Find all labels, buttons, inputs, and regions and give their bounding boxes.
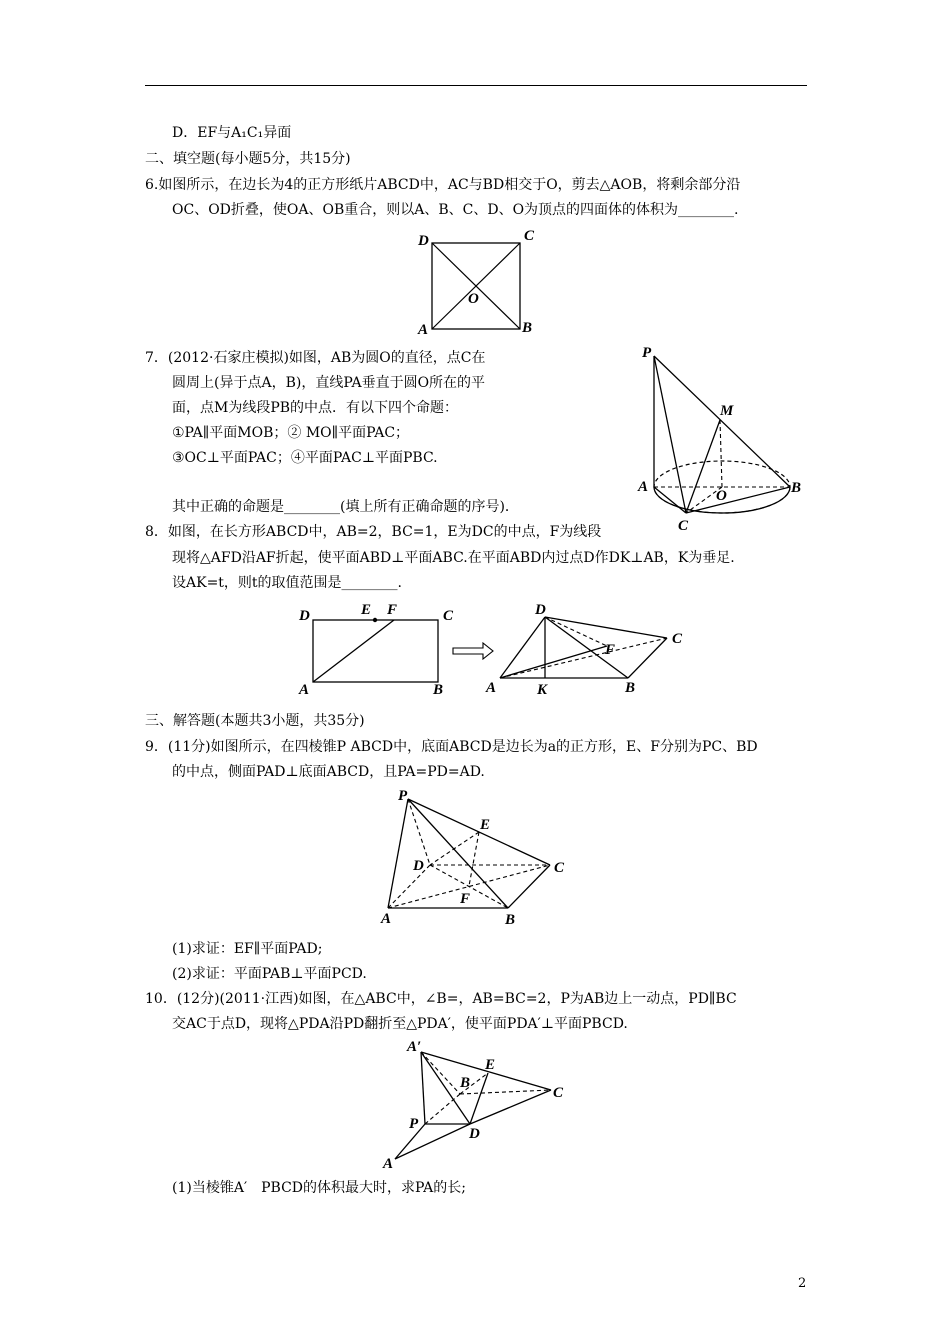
figure-square-abcd — [410, 225, 540, 340]
q8-line2: 现将△AFD沿AF折起，使平面ABD⊥平面ABC.在平面ABD内过点D作DK⊥AB，K为垂足. — [172, 550, 735, 566]
section-answers: 三、解答题(本题共3小题，共35分) — [145, 713, 365, 729]
fig8-label-c2: C — [672, 631, 683, 647]
fig10-label-a: A — [383, 1156, 394, 1172]
fig7-label-m: M — [720, 403, 734, 419]
fig6-label-d: D — [418, 233, 429, 249]
figure-circle-pab — [630, 340, 810, 535]
fig9-label-p: P — [398, 788, 408, 804]
fig8-label-k: K — [537, 682, 548, 698]
fig8-label-d: D — [299, 608, 310, 624]
fig9-label-e: E — [480, 817, 491, 833]
q7-line4: ①PA∥平面MOB；② MO∥平面PAC； — [172, 425, 410, 441]
fig9-label-b: B — [505, 912, 516, 928]
fig7-label-p: P — [642, 345, 652, 361]
q8-line3: 设AK=t，则t的取值范围是________. — [172, 575, 403, 591]
fig10-label-e: E — [485, 1057, 496, 1073]
fig10-label-d: D — [469, 1126, 480, 1142]
figure-pyramid-pabcd — [378, 785, 578, 935]
q7-line2: 圆周上(异于点A，B)，直线PA垂直于圆O所在的平 — [172, 375, 486, 391]
fig9-label-d: D — [413, 858, 424, 874]
fig8-label-a: A — [299, 682, 310, 698]
q10-line1: 10．(12分)(2011·江西)如图，在△ABC中，∠B=，AB=BC=2，P为AB边上一动点，PD∥BC — [145, 991, 737, 1007]
q9-line1: 9．(11分)如图所示，在四棱锥P ABCD中，底面ABCD是边长为a的正方形，E、F分别为PC、BD — [145, 739, 758, 755]
fig8-label-c: C — [443, 608, 454, 624]
fig9-label-f: F — [460, 891, 471, 907]
q7-line1: 7．(2012·石家庄模拟)如图，AB为圆O的直径，点C在 — [145, 350, 486, 366]
q8-line1: 8．如图，在长方形ABCD中，AB=2，BC=1，E为DC的中点，F为线段 — [145, 524, 602, 540]
q9-part1: (1)求证：EF∥平面PAD; — [172, 941, 323, 957]
figure-folded-triangle — [375, 1035, 575, 1170]
fig8-label-a2: A — [486, 680, 497, 696]
fig6-label-c: C — [524, 228, 535, 244]
figure-rectangle-fold — [295, 600, 695, 700]
fig7-label-b: B — [791, 480, 802, 496]
q7-line5: ③OC⊥平面PAC；④平面PAC⊥平面PBC. — [172, 450, 438, 466]
q10-line2: 交AC于点D，现将△PDA沿PD翻折至△PDA′，使平面PDA′⊥平面PBCD. — [172, 1016, 628, 1032]
fig7-label-o: O — [716, 488, 727, 504]
q7-line3: 面，点M为线段PB的中点．有以下四个命题： — [172, 400, 459, 416]
page-number: 2 — [798, 1276, 807, 1291]
fig6-label-o: O — [468, 291, 479, 307]
fig6-label-b: B — [522, 320, 533, 336]
q6-line1: 6.如图所示，在边长为4的正方形纸片ABCD中，AC与BD相交于O，剪去△AOB，将剩余部分沿 — [145, 177, 741, 193]
fig8-label-e: E — [361, 602, 372, 618]
fig7-label-a: A — [638, 479, 649, 495]
fig10-label-p: P — [409, 1116, 419, 1132]
q7-line6: 其中正确的命题是________(填上所有正确命题的序号)． — [172, 499, 519, 515]
q6-line2: OC、OD折叠，使OA、OB重合，则以A、B、C、D、O为顶点的四面体的体积为________. — [172, 202, 739, 218]
q9-part2: (2)求证：平面PAB⊥平面PCD. — [172, 966, 367, 982]
q10-part1: (1)当棱锥A′ PBCD的体积最大时，求PA的长; — [172, 1180, 466, 1196]
header-rule — [145, 85, 807, 86]
fig10-label-c: C — [553, 1085, 564, 1101]
q9-line2: 的中点，侧面PAD⊥底面ABCD，且PA=PD=AD. — [172, 764, 485, 780]
fig9-label-a: A — [381, 911, 392, 927]
fig8-label-b: B — [433, 682, 444, 698]
fig10-label-b: B — [460, 1075, 471, 1091]
section-fill-in: 二、填空题(每小题5分，共15分) — [145, 151, 351, 167]
fig6-label-a: A — [418, 322, 429, 338]
fig8-label-d2: D — [535, 602, 546, 618]
fig7-label-c: C — [678, 518, 689, 534]
fig8-label-f: F — [387, 602, 398, 618]
fig9-label-c: C — [554, 860, 565, 876]
fig8-label-f2: F — [605, 642, 616, 658]
fig8-label-b2: B — [625, 680, 636, 696]
option-d: D．EF与A₁C₁异面 — [172, 125, 292, 141]
fig10-label-a-prime: A′ — [407, 1039, 422, 1055]
